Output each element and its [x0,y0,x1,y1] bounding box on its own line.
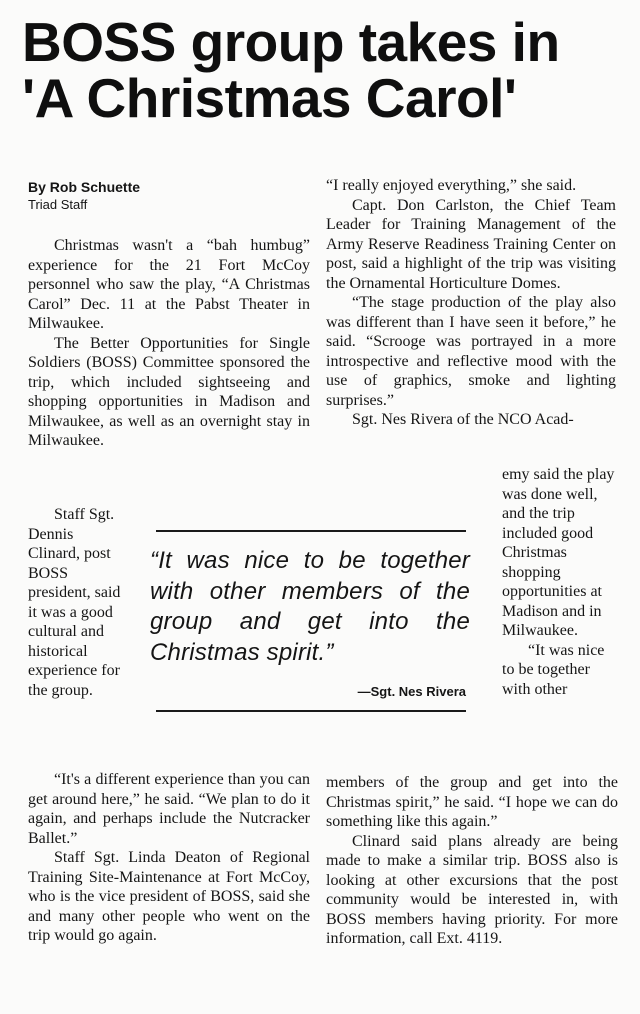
left-column-bottom [28,770,310,946]
paragraph: “It's a different experience than you can get around here,” he said. “We plan to do it again, and perhaps include the Nutcracker Ballet.” [28,771,310,847]
headline-line-1: BOSS group takes in [22,11,560,73]
byline [28,178,140,214]
right-column-bottom [326,773,618,949]
paragraph: Sgt. Nes Rivera of the NCO Acad- [352,411,574,428]
paragraph: “I really enjoyed everything,” she said. [326,177,577,194]
pull-quote-text: “It was nice to be together with other members of the group and get into the Christmas spirit.” [150,547,470,666]
left-column-narrow [28,505,122,700]
paragraph: Capt. Don Carlston, the Chief Team Leader for Training Management of the Army Reserve Readiness Training Center on post, said a highlight of the trip was visiting the Ornamental Horticulture Domes. [326,196,616,292]
pull-quote-attribution: —Sgt. Nes Rivera [357,684,466,699]
left-column-top [28,236,310,451]
paragraph: members of the group and get into the Christmas spirit,” he said. “I hope we can do something like this again.” [326,774,618,830]
pull-quote [150,530,470,716]
paragraph: “The stage production of the play also was different than I have seen it before,” he said. “Scrooge was portrayed in a more introspective and reflective mood with the use of graphics, smoke and lighting surprises.” [326,294,616,409]
paragraph: Staff Sgt. Linda Deaton of Regional Training Site-Maintenance at Fort McCoy, who is the vice president of BOSS, said she and many other people who went on the trip would go again. [28,849,310,944]
paragraph: The Better Opportunities for Single Soldiers (BOSS) Committee sponsored the trip, which included sightseeing and shopping opportunities in Madison and Milwaukee, as well as an overnight stay in Milwaukee. [28,334,310,449]
byline-author: By Rob Schuette [28,179,141,195]
pull-quote-top-rule [156,530,466,532]
paragraph: Christmas wasn't a “bah humbug” experience for the 21 Fort McCoy personnel who saw the play, “A Christmas Carol” Dec. 11 at the Pabst Theater in Milwaukee. [28,237,310,332]
paragraph: “It was nice to be together with other [502,641,605,698]
paragraph: Staff Sgt. Dennis Clinard, post BOSS president, said it was a good cultural and historical experience for the group. [28,506,121,699]
right-column-narrow [502,465,618,699]
byline-staff: Triad Staff [28,197,88,212]
headline-line-2: 'A Christmas Carol' [22,67,517,129]
pull-quote-bottom-rule [156,710,466,712]
right-column-top [326,176,616,430]
paragraph: Clinard said plans already are being made to make a similar trip. BOSS also is looking at other excursions that the post community would be interested in, with BOSS members having priority. For more information, call Ext. 4119. [326,832,618,947]
paragraph: emy said the play was done well, and the trip included good Christmas shopping opportunities at Madison and in Milwaukee. [502,466,615,639]
headline [22,11,632,129]
